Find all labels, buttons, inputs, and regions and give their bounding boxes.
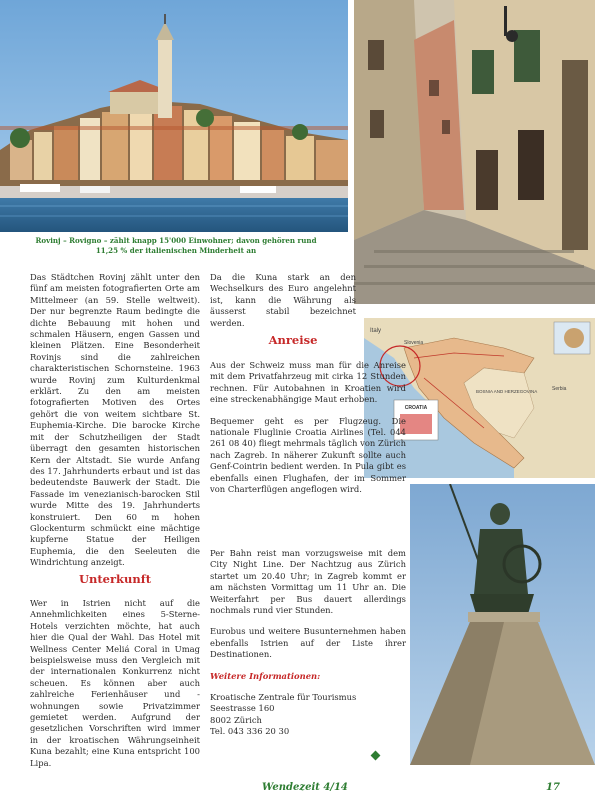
map-label-slovenia: Slovenia bbox=[404, 340, 424, 346]
caption-line-2: 11,25 % der italienischen Minderheit an bbox=[95, 246, 257, 255]
caption-line-1: Rovinj – Rovigno – zählt knapp 15'000 Einwohner; davon gehören rund bbox=[35, 236, 317, 245]
map-label-serbia: Serbia bbox=[552, 386, 567, 392]
rovinj-harbour-photo bbox=[0, 0, 348, 232]
column-2-lower bbox=[210, 548, 406, 738]
column-1-lower bbox=[30, 598, 200, 779]
heading-unterkunft: Unterkunft bbox=[78, 572, 152, 586]
address-line-3: 8002 Zürich bbox=[210, 714, 262, 725]
kuna-paragraph: Da die Kuna stark an den Wechselkurs des Euro angelehnt ist, kann die Währung als äusserst stabil bezeichnet werden. bbox=[210, 272, 356, 328]
unterkunft-paragraph: Wer in Istrien nicht auf die Annehmlichkeiten eines 5-Sterne-Hotels verzichten möchte, hat auch hier die Qual der Wahl. Das Hotel mit Wellness Center Meliá Coral in Umag beispielsweise muss den Vergleich mit der internationalen Konkurrenz nicht scheuen. Es können aber auch zahlreiche Ferienhäuser und -wohnungen sowie Privatzimmer gemietet werden. Aufgrund der gesetzlichen Vorschriften wird immer in der kroatischen Währungseinheit Kuna bezahlt; eine Kuna entspricht 100 Lipa. bbox=[30, 598, 200, 768]
address-line-1: Kroatische Zentrale für Tourismus bbox=[210, 692, 357, 703]
column-2-top bbox=[210, 272, 356, 339]
footer-magazine-title: Wendezeit 4/14 bbox=[262, 782, 348, 793]
address-line-2: Seestrasse 160 bbox=[210, 703, 275, 714]
alley-photo bbox=[354, 0, 595, 304]
intro-paragraph: Das Städtchen Rovinj zählt unter den fünf am meisten fotografierten Orte am Mittelmeer (an 59. Stelle weltweit). Der nur begrenzte Raum bedingte die dichte Bebauung mit hohen und schmalen Häusern, engen Gassen und kleinen Plätzen. Eine Besonderheit Rovinjs sind die zahlreichen charakteristischen Schornsteine. 1963 wurde Rovinj zum Kulturdenkmal erklärt. Zu den am meisten fotografierten Motiven des Ortes gehört die von weitem sichtbare St. Euphemia-Kirche. Die barocke Kirche mit der Schutzheiligen der Stadt überragt den gesamten historischen Kern der Altstadt. Sie wurde Anfang des 17. Jahrhunderts erbaut und ist das bedeutendste Bauwerk der Stadt. Die Fassade im venezianisch-barocken Stil wurde Mitte des 19. Jahrhunderts konstruiert. Den 60 m hohen Glockenturm schmückt eine mächtige kupferne Statue der Heiligen Euphemia, die den Seeleuten die Windrichtung anzeigt. bbox=[30, 272, 200, 568]
anreise-flight-paragraph: Bequemer geht es per Flugzeug. Die nationale Fluglinie Croatia Airlines (Tel. 044 261 08 40) fliegt mehrmals täglich von Zürich nach Zagreb. In näherer Zukunft sollte auch Genf-Cointrin bedient werden. In Pula gibt es ebenfalls einen Flughafen, der im Sommer von Charterflügen angeflogen wird. bbox=[210, 415, 406, 495]
anreise-car-paragraph: Aus der Schweiz muss man für die Anreise mit dem Privatfahrzeug mit cirka 12 Stunden rechnen. Für Autobahnen in Kroatien wird eine streckenabhängige Maut erhoben. bbox=[210, 360, 406, 405]
page-number: 17 bbox=[546, 782, 560, 793]
map-label-bosnia: BOSNIA AND HERZEGOVINA bbox=[476, 389, 538, 394]
anreise-bus-paragraph: Eurobus und weitere Busunternehmen haben ebenfalls Istrien auf der Liste ihrer Destinationen. bbox=[210, 626, 406, 660]
column-1 bbox=[30, 272, 200, 579]
map-label-croatia: CROATIA bbox=[404, 405, 428, 411]
column-2 bbox=[210, 360, 406, 505]
info-heading: Weitere Informationen: bbox=[210, 670, 321, 681]
end-mark-icon bbox=[371, 751, 381, 761]
map-label-italy: Italy bbox=[370, 328, 382, 334]
photo-caption bbox=[6, 236, 346, 256]
heading-anreise: Anreise bbox=[268, 333, 318, 347]
anreise-train-paragraph: Per Bahn reist man vorzugsweise mit dem City Night Line. Der Nachtzug aus Zürich startet um 20.40 Uhr; in Zagreb kommt er am nächsten Vormittag um 11 Uhr an. Die Weiterfahrt per Bus dauert allerdings nochmals rund vier Stunden. bbox=[210, 548, 406, 616]
address-line-4: Tel. 043 336 20 30 bbox=[210, 726, 290, 737]
euphemia-statue-photo bbox=[410, 484, 595, 765]
